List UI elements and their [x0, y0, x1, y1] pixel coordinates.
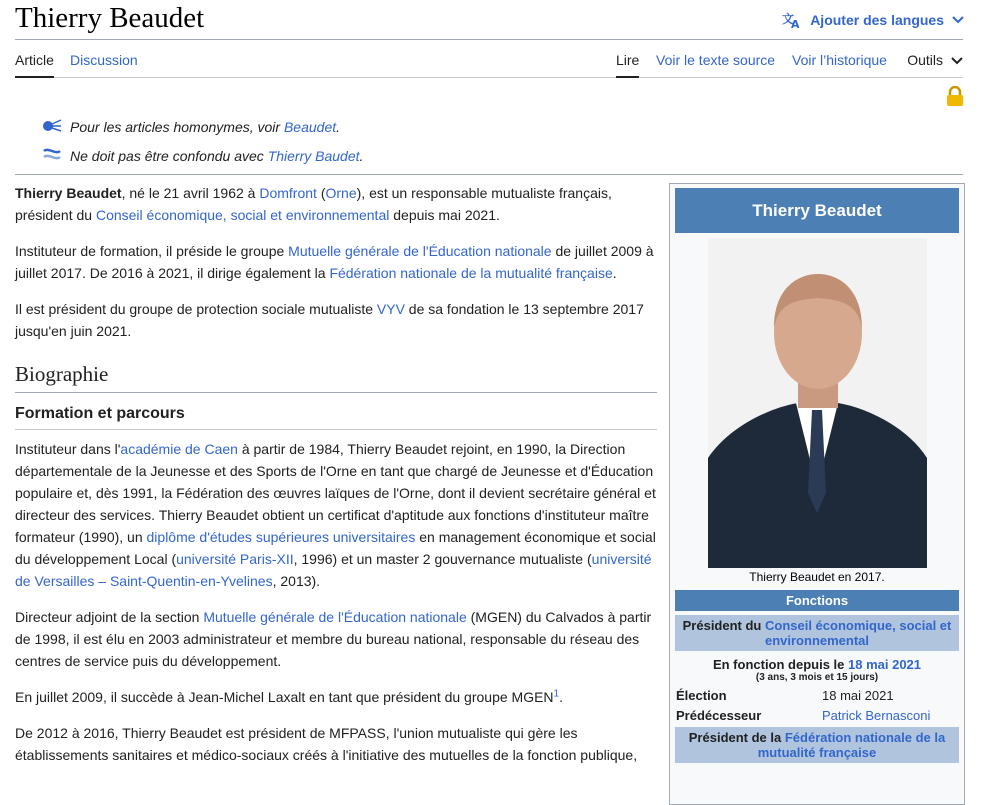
svg-text:A: A	[791, 18, 800, 29]
infobox-in-office: En fonction depuis le 18 mai 2021	[712, 657, 922, 672]
body-paragraph-4: De 2012 à 2016, Thierry Beaudet est président de MFPASS, l'union mutualiste qui gère les établissements sanitaires et médico-sociaux créés à l'initiative des mutuelles de la fonction publique,	[15, 725, 638, 763]
photo-caption: Thierry Beaudet en 2017.	[749, 570, 885, 584]
infobox-role-cese: Président du Conseil économique, social et environnemental	[675, 615, 959, 651]
link-fnmf[interactable]: Fédération nationale de la mutualité française	[329, 265, 613, 281]
link-fnmf-infobox[interactable]: Fédération nationale de la mutualité française	[757, 730, 946, 760]
tools-menu[interactable]	[907, 52, 963, 68]
link-domfront[interactable]: Domfront	[259, 185, 317, 201]
intro-paragraph-2: Instituteur de formation, il préside le groupe Mutuelle générale de l'Éducation nationale de juillet 2009 à juillet 2017. De 2016 à 2021, il dirige également la Fédération nationale de la mutualité française.	[15, 243, 654, 281]
body-paragraph-2: Directeur adjoint de la section Mutuelle générale de l'Éducation nationale (MGEN) du Calvados à partir de 1998, il est élu en 2003 administrateur et membre du bureau national, responsable du réseau des centres de service puis du développement.	[15, 609, 652, 669]
link-thierry-baudet[interactable]: Thierry Baudet	[267, 147, 360, 164]
lock-icon[interactable]	[946, 86, 964, 111]
chevron-down-icon	[951, 52, 963, 68]
link-mgen-2[interactable]: Mutuelle générale de l'Éducation nationale	[203, 609, 467, 625]
link-predecessor[interactable]: Patrick Bernasconi	[822, 708, 931, 723]
tab-article[interactable]: Article	[15, 52, 54, 68]
add-languages-button[interactable]	[782, 11, 964, 29]
link-since-date[interactable]: 18 mai 2021	[848, 657, 922, 672]
link-uvsq[interactable]: université de Versailles – Saint-Quentin-en-Yvelines	[15, 551, 652, 589]
link-cese[interactable]: Conseil économique, social et environnemental	[95, 207, 390, 223]
portrait-photo[interactable]	[708, 238, 927, 568]
tools-label: Outils	[907, 52, 943, 68]
tab-discussion[interactable]: Discussion	[70, 52, 138, 68]
infobox-role-fnmf: Président de la Fédération nationale de la mutualité française	[675, 727, 959, 763]
link-orne[interactable]: Orne	[325, 185, 357, 201]
disambiguation-icon	[42, 118, 62, 135]
tab-history[interactable]: Voir l’historique	[792, 52, 887, 68]
infobox-row-predecessor: Prédécesseur Patrick Bernasconi	[676, 708, 931, 723]
tab-read[interactable]: Lire	[616, 52, 640, 68]
page-title: Thierry Beaudet	[15, 2, 205, 34]
body-paragraph-1: Instituteur dans l'académie de Caen à partir de 1984, Thierry Beaudet rejoint, en 1990, la Direction départementale de la Jeunesse et des Sports de l'Orne en tant que chargé de Jeunesse et d'Éducation populaire et, dès 1991, la Fédération des œuvres laïques de l'Orne, dont il devient secrétaire général et directeur des services. Thierry Beaudet obtient un certificat d'aptitude aux fonctions d'instituteur maître formateur (1990), un diplôme d'études supérieures universitaires en management économique et social du développement Local (université Paris-XII, 1996) et un master 2 gouvernance mutualiste (université de Versailles – Saint-Quentin-en-Yvelines, 2013).	[15, 441, 656, 589]
link-paris-xii[interactable]: université Paris-XII	[176, 551, 294, 567]
infobox-duration: (3 ans, 3 mois et 15 jours)	[755, 672, 879, 683]
article-body	[15, 182, 657, 780]
link-desu[interactable]: diplôme d'études supérieures universitaires	[146, 529, 416, 545]
link-beaudet[interactable]: Beaudet	[283, 118, 337, 135]
body-paragraph-3: En juillet 2009, il succède à Jean-Michel Laxalt en tant que président du groupe MGEN$^1$.	[15, 688, 563, 705]
intro-paragraph-1: Thierry Beaudet, né le 21 avril 1962 à Domfront (Orne), est un responsable mutualiste français, président du Conseil économique, social et environnemental depuis mai 2021.	[15, 185, 612, 223]
section-heading-biographie: Biographie	[15, 360, 657, 393]
tab-view-source[interactable]: Voir le texte source	[656, 52, 776, 68]
translate-icon	[782, 11, 802, 29]
add-languages-label: Ajouter des langues	[810, 12, 944, 28]
intro-paragraph-3: Il est président du groupe de protection sociale mutualiste VYV de sa fondation le 13 septembre 2017 jusqu'en juin 2021.	[15, 301, 644, 339]
infobox-title: Thierry Beaudet	[675, 188, 959, 233]
reference-1[interactable]: 1	[553, 688, 560, 700]
link-mgen[interactable]: Mutuelle générale de l'Éducation nationale	[288, 243, 552, 259]
hatnote-confusion: Ne doit pas être confondu avec Thierry Baudet.	[42, 147, 363, 164]
link-cese-infobox[interactable]: Conseil économique, social et environnemental	[764, 618, 952, 648]
page-tabs	[15, 40, 963, 78]
confusion-icon	[42, 147, 62, 164]
link-academie-caen[interactable]: académie de Caen	[120, 441, 238, 457]
svg-text:文: 文	[782, 12, 795, 26]
hatnote-divider	[15, 174, 963, 175]
link-vyv[interactable]: VYV	[376, 301, 405, 317]
infobox-section-fonctions: Fonctions	[675, 590, 959, 611]
infobox	[669, 183, 965, 805]
chevron-down-icon	[952, 16, 964, 24]
infobox-row-election: Élection 18 mai 2021	[676, 688, 894, 703]
hatnote-homonyms: Pour les articles homonymes, voir Beaudet.	[42, 118, 340, 135]
subsection-heading-formation: Formation et parcours	[15, 403, 657, 430]
